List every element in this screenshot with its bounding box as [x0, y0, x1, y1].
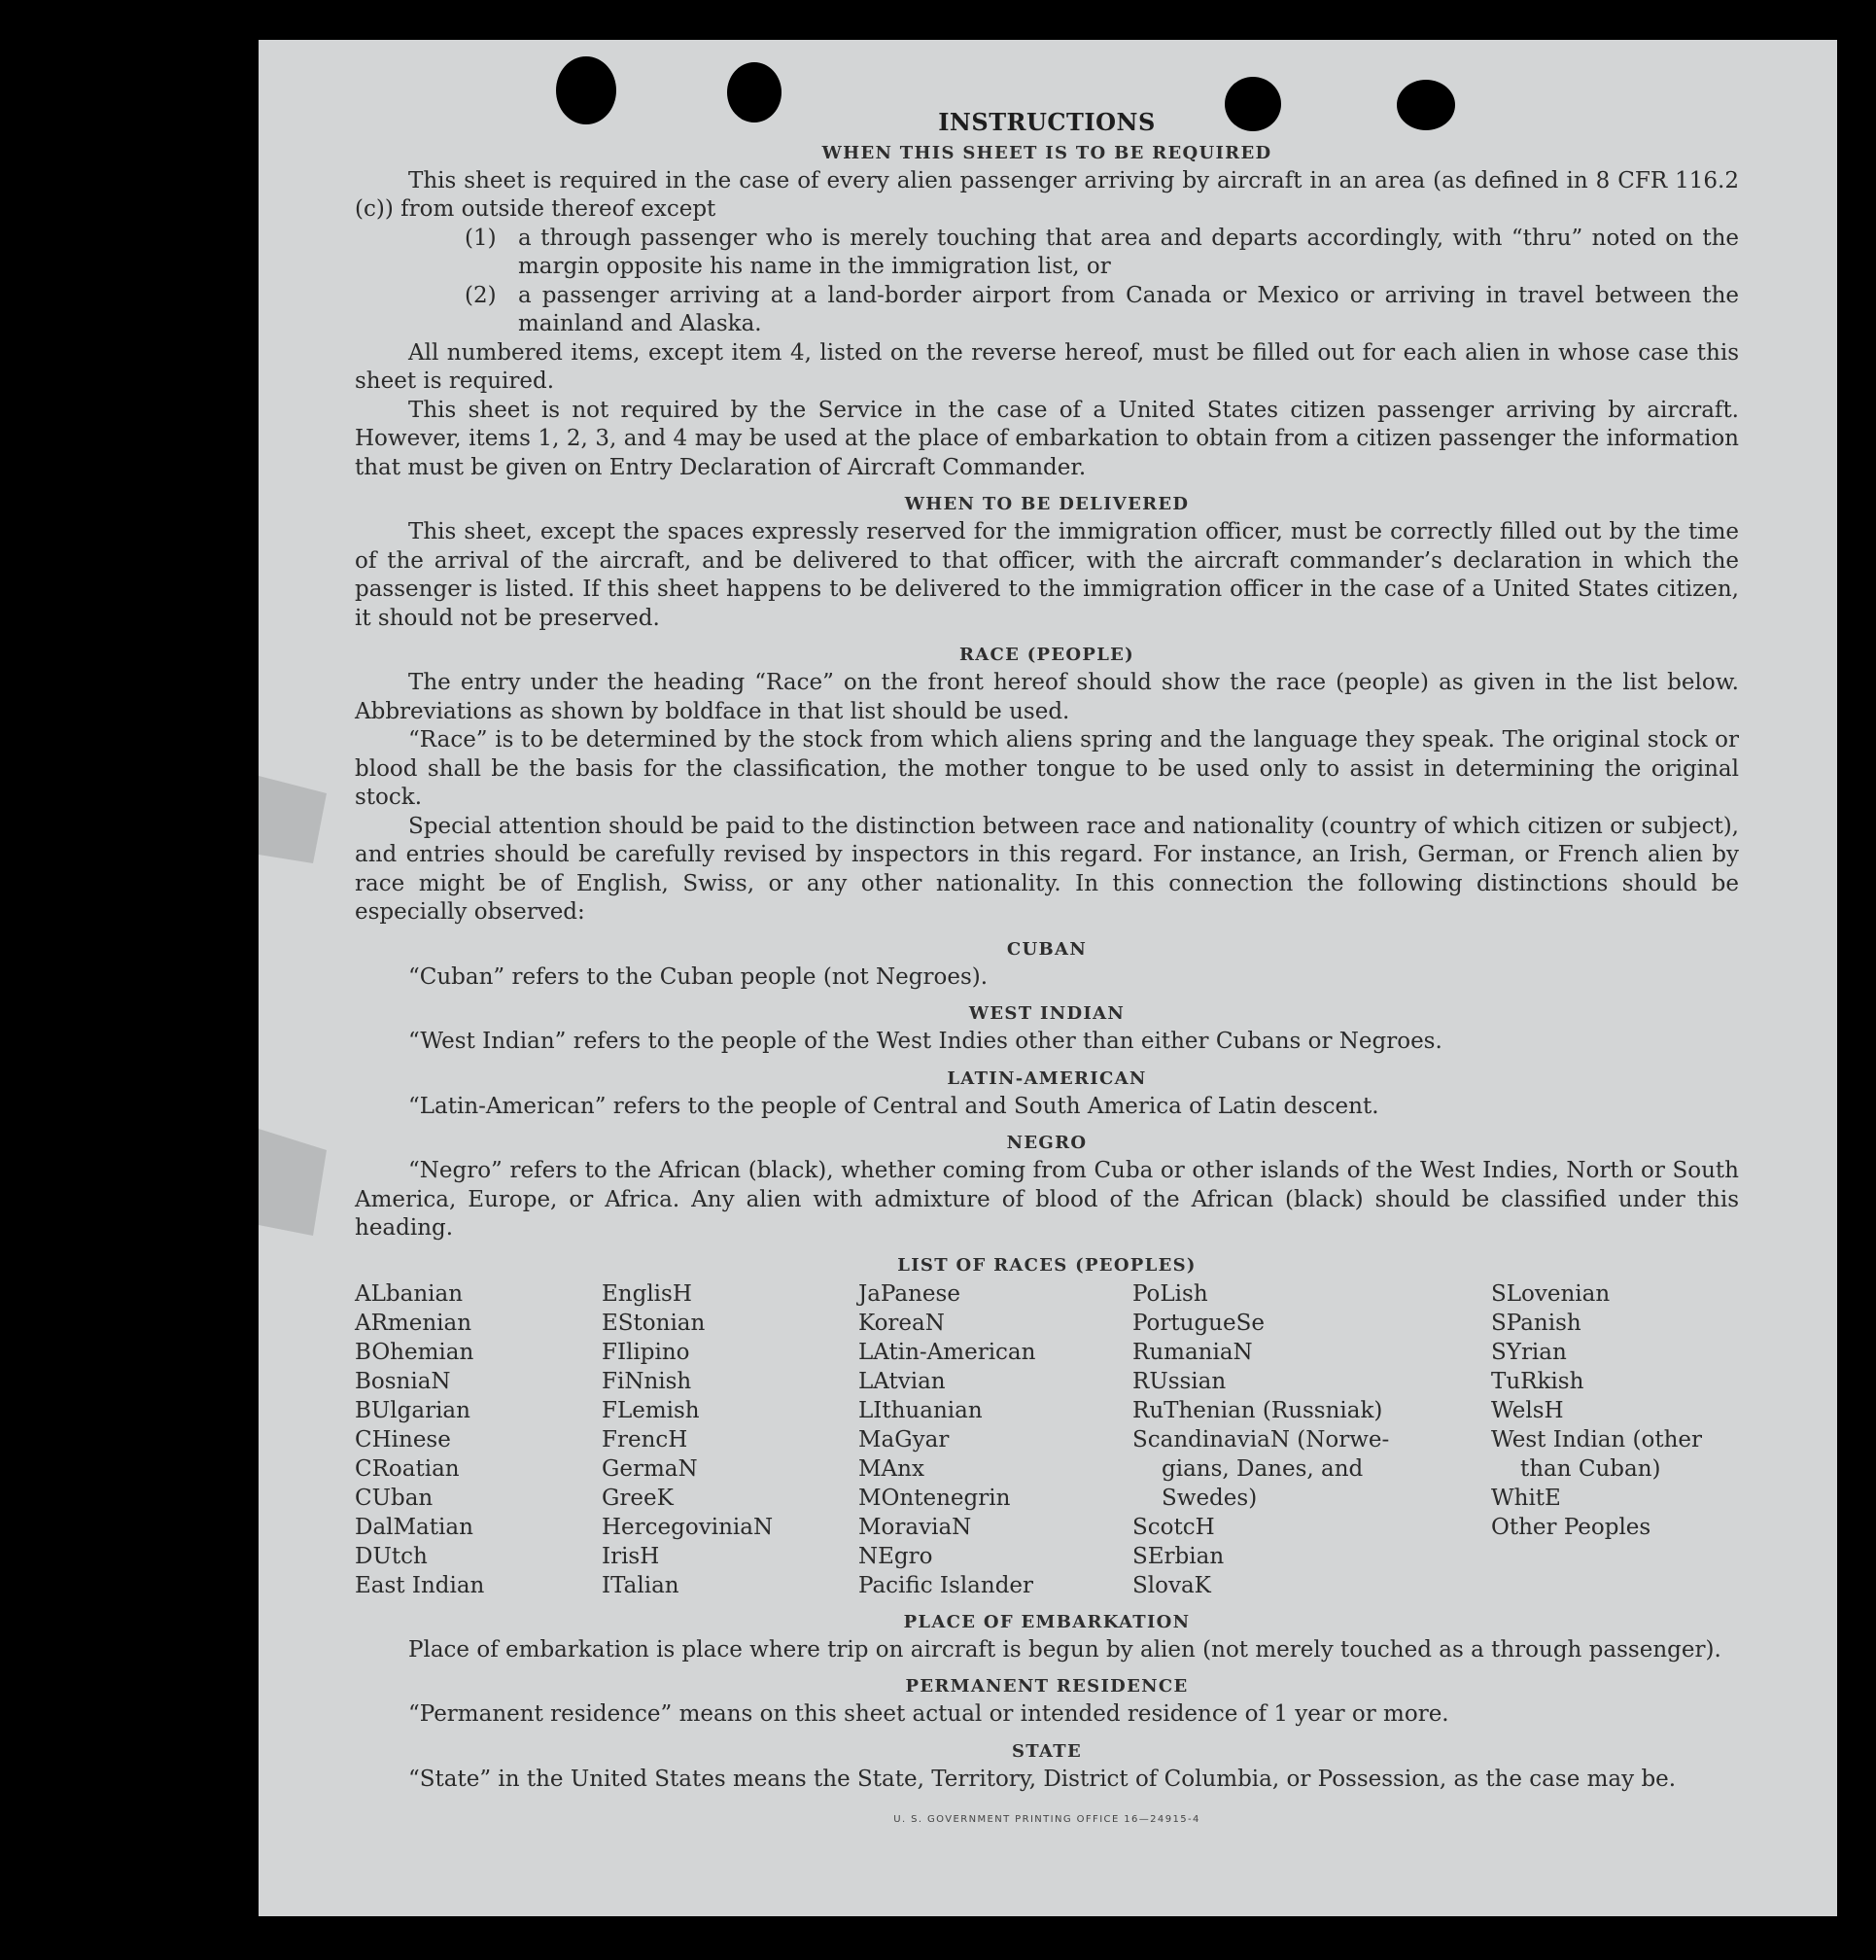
race-entry: BosniaN	[355, 1368, 451, 1394]
paragraph: “Negro” refers to the African (black), whether coming from Cuba or other islands of the West Indies, North or South America, Europe, or Africa. Any alien with admixture of blood of the African (black) should be classified under this heading.	[355, 1158, 1739, 1241]
race-entry: HercegoviniaN	[602, 1514, 774, 1540]
paragraph: “Latin-American” refers to the people of Central and South America of Latin descent.	[408, 1093, 1379, 1119]
race-entry: ARmenian	[355, 1310, 472, 1336]
race-entry: Pacific Islander	[858, 1572, 1034, 1598]
race-entry: MAnx	[858, 1455, 924, 1482]
section-heading: RACE (PEOPLE)	[958, 645, 1135, 665]
race-entry: EnglisH	[602, 1280, 692, 1307]
race-entry: ScandinaviaN (Norwe-	[1132, 1426, 1390, 1452]
race-entry: IrisH	[602, 1543, 660, 1569]
race-entry: MaGyar	[858, 1426, 950, 1452]
race-entry: FIlipino	[602, 1339, 690, 1365]
race-column	[1491, 1279, 1739, 1600]
race-entry: BUlgarian	[355, 1397, 470, 1423]
race-entry: ScotcH	[1132, 1514, 1215, 1540]
race-entry: KoreaN	[858, 1310, 945, 1336]
section-heading: STATE	[1011, 1740, 1082, 1762]
race-entry: CRoatian	[355, 1455, 460, 1482]
race-entry: LAtvian	[858, 1368, 946, 1394]
race-entry: BOhemian	[355, 1339, 474, 1365]
paragraph: This sheet, except the spaces expressly reserved for the immigration officer, must be correctly filled out by the time of the arrival of the aircraft, and be delivered to that officer, with the aircraft commander’s declaration in which the passenger is listed. If this sheet happens to be delivered to the immigration officer in the case of a United States citizen, it should not be preserved.	[355, 519, 1739, 631]
race-entry: GreeK	[602, 1485, 674, 1511]
page-title: INSTRUCTIONS	[938, 108, 1156, 136]
paragraph: The entry under the heading “Race” on the front hereof should show the race (people) as given in the list below. Abbreviations as shown by boldface in that list should be used.	[355, 670, 1739, 724]
paragraph: All numbered items, except item 4, listed on the reverse hereof, must be filled out for each alien in whose case this sheet is required.	[355, 339, 1739, 394]
race-entry: West Indian (other	[1491, 1426, 1703, 1452]
race-column	[1132, 1279, 1491, 1600]
paragraph: This sheet is required in the case of every alien passenger arriving by aircraft in an area (as defined in 8 CFR 116.2 (c)) from outside thereof except	[355, 167, 1739, 222]
paragraph: “Permanent residence” means on this sheet actual or intended residence of 1 year or more.	[408, 1701, 1449, 1727]
race-entry: NEgro	[858, 1543, 933, 1569]
paragraph: “State” in the United States means the State, Territory, District of Columbia, or Possession, as the case may be.	[408, 1766, 1677, 1792]
race-entry: MoraviaN	[858, 1514, 972, 1540]
paragraph: This sheet is not required by the Service in the case of a United States citizen passenger arriving by aircraft. However, items 1, 2, 3, and 4 may be used at the place of embarkation to obtain from a citizen passenger the information that must be given on Entry Declaration of Aircraft Commander.	[355, 397, 1739, 480]
item-number: (2)	[465, 282, 497, 308]
race-entry: MOntenegrin	[858, 1485, 1011, 1511]
section-heading: NEGRO	[1006, 1133, 1088, 1153]
race-entry: SYrian	[1491, 1339, 1567, 1365]
race-entry: than Cuban)	[1520, 1455, 1661, 1482]
paragraph: “Race” is to be determined by the stock from which aliens spring and the language they speak. The original stock or blood shall be the basis for the classification, the mother tongue to be used only to assist in determining the original stock.	[355, 727, 1739, 810]
race-entry: SLovenian	[1491, 1280, 1611, 1307]
race-entry: ALbanian	[355, 1280, 464, 1307]
section-heading: WEST INDIAN	[968, 1003, 1126, 1024]
race-entry: DUtch	[355, 1543, 428, 1569]
race-list	[355, 1279, 1739, 1600]
section-heading: PLACE OF EMBARKATION	[903, 1611, 1191, 1632]
race-entry: CHinese	[355, 1426, 451, 1452]
race-entry: RumaniaN	[1132, 1339, 1253, 1365]
race-entry: RUssian	[1132, 1368, 1227, 1394]
race-entry: SPanish	[1491, 1310, 1581, 1336]
race-entry: PoLish	[1132, 1280, 1208, 1307]
paragraph: “West Indian” refers to the people of the West Indies other than either Cubans or Negroes.	[408, 1029, 1442, 1054]
item-text: a through passenger who is merely touching that area and departs accordingly, with “thru” noted on the margin opposite his name in the immigration list, or	[518, 225, 1739, 279]
paper-tear	[259, 776, 327, 863]
race-entry: East Indian	[355, 1572, 485, 1598]
race-column	[858, 1279, 1132, 1600]
race-entry: EStonian	[602, 1310, 706, 1336]
race-entry: LIthuanian	[858, 1397, 983, 1423]
race-entry: ITalian	[602, 1572, 679, 1598]
instructions-content	[355, 108, 1739, 1835]
race-entry: JaPanese	[858, 1280, 960, 1307]
race-entry: TuRkish	[1491, 1368, 1584, 1394]
race-entry: RuThenian (Russniak)	[1132, 1397, 1383, 1423]
race-entry: FiNnish	[602, 1368, 692, 1394]
race-entry: WhitE	[1491, 1485, 1561, 1511]
race-column	[355, 1279, 602, 1600]
document-sheet	[259, 40, 1837, 1916]
race-entry: DalMatian	[355, 1514, 473, 1540]
race-column	[602, 1279, 858, 1600]
race-entry: PortugueSe	[1132, 1310, 1265, 1336]
race-entry: WelsH	[1491, 1397, 1564, 1423]
numbered-item	[465, 282, 1739, 339]
paragraph: Special attention should be paid to the distinction between race and nationality (country of which citizen or subject), and entries should be carefully revised by inspectors in this regard. For instance, an Irish, German, or French alien by race might be of English, Swiss, or any other nationality. In this connection the following distinctions should be especially observed:	[355, 813, 1739, 925]
printer-imprint: U. S. GOVERNMENT PRINTING OFFICE 16—24915-4	[893, 1814, 1200, 1825]
section-heading: CUBAN	[1006, 938, 1088, 960]
section-heading: WHEN TO BE DELIVERED	[904, 494, 1190, 514]
item-text: a passenger arriving at a land-border airport from Canada or Mexico or arriving in travel between the mainland and Alaska.	[518, 282, 1739, 336]
race-entry: LAtin-American	[858, 1339, 1036, 1365]
race-entry: GermaN	[602, 1455, 698, 1482]
race-entry: FrencH	[602, 1426, 688, 1452]
paragraph: Place of embarkation is place where trip on aircraft is begun by alien (not merely touched as a through passenger).	[408, 1636, 1721, 1662]
section-heading: LIST OF RACES (PEOPLES)	[897, 1254, 1197, 1276]
race-entry: SlovaK	[1132, 1572, 1211, 1598]
race-entry: CUban	[355, 1485, 434, 1511]
race-entry: SErbian	[1132, 1543, 1225, 1569]
race-entry: FLemish	[602, 1397, 700, 1423]
race-entry: gians, Danes, and	[1162, 1455, 1364, 1482]
numbered-item	[465, 225, 1739, 282]
section-heading: PERMANENT RESIDENCE	[905, 1676, 1189, 1697]
item-number: (1)	[465, 225, 497, 251]
section-heading: WHEN THIS SHEET IS TO BE REQUIRED	[821, 142, 1272, 163]
paper-tear	[259, 1129, 327, 1236]
section-heading: LATIN-AMERICAN	[947, 1068, 1147, 1089]
race-entry: Other Peoples	[1491, 1514, 1651, 1540]
paragraph: “Cuban” refers to the Cuban people (not Negroes).	[408, 963, 989, 990]
race-entry: Swedes)	[1162, 1485, 1258, 1511]
